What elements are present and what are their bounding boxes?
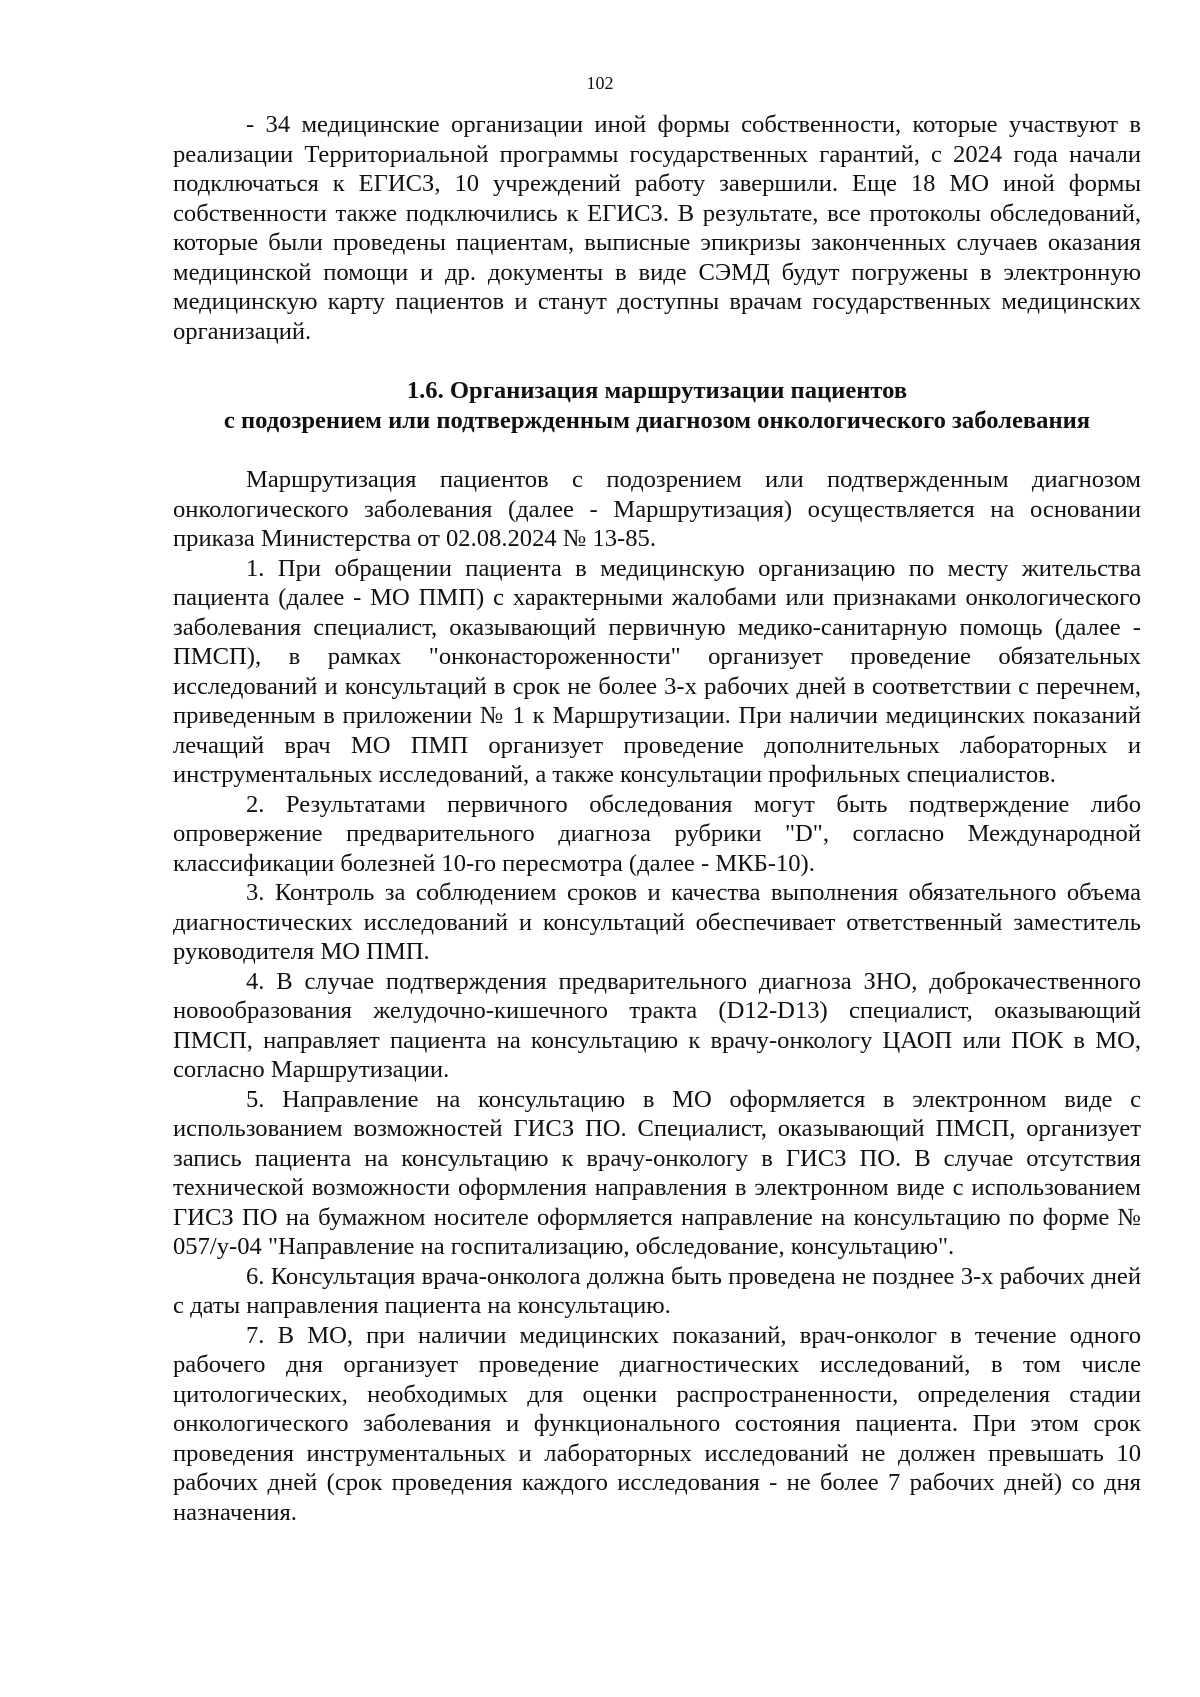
paragraph-item-2: 2. Результатами первичного обследования могут быть подтверждение либо опровержение предварительного диагноза рубрики "D", согласно Международной классификации болезней 10-го пересмотра (далее - МКБ-10). [173,790,1141,877]
paragraph-item-5: 5. Направление на консультацию в МО оформляется в электронном виде с использованием возможностей ГИСЗ ПО. Специалист, оказывающий ПМСП, организует запись пациента на консультацию к врачу-онкологу в ГИСЗ ПО. В случае отсутствия технической возможности оформления направления в электронном виде с использованием ГИСЗ ПО на бумажном носителе оформляется направление на консультацию по форме № 057/у-04 "Направление на госпитализацию, обследование, консультацию". [173,1085,1141,1260]
intro-paragraph: - 34 медицинские организации иной формы собственности, которые участвуют в реализации Территориальной программы государственных гарантий, с 2024 года начали подключаться к ЕГИСЗ, 10 учреждений работу завершили. Еще 18 МО иной формы собственности также подключились к ЕГИСЗ. В результате, все протоколы обследований, которые были проведены пациентам, выписные эпикризы законченных случаев оказания медицинской помощи и др. документы в виде СЭМД будут погружены в электронную медицинскую карту пациентов и станут доступны врачам государственных медицинских организаций. [173,111,1141,345]
page-content [173,110,1141,1527]
section-heading-line-2: с подозрением или подтвержденным диагнозом онкологического заболевания [223,406,1091,434]
section-heading-line-1: 1.6. Организация маршрутизации пациентов [406,377,908,404]
paragraph-item-7: 7. В МО, при наличии медицинских показаний, врач-онколог в течение одного рабочего дня организует проведение диагностических исследований, в том числе цитологических, необходимых для оценки распространенности, определения стадии онкологического заболевания и функционального состояния пациента. При этом срок проведения инструментальных и лабораторных исследований не должен превышать 10 рабочих дней (срок проведения каждого исследования - не более 7 рабочих дней) со дня назначения. [173,1321,1141,1526]
paragraph-item-3: 3. Контроль за соблюдением сроков и качества выполнения обязательного объема диагностических исследований и консультаций обеспечивает ответственный заместитель руководителя МО ПМП. [173,879,1141,965]
paragraph-item-6: 6. Консультация врача-онколога должна быть проведена не позднее 3-х рабочих дней с даты направления пациента на консультацию. [173,1262,1141,1319]
page-number: 102 [586,73,614,93]
paragraph-routing-basis: Маршрутизация пациентов с подозрением или подтвержденным диагнозом онкологического заболевания (далее - Маршрутизация) осуществляется на основании приказа Министерства от 02.08.2024 № 13-85. [173,466,1141,552]
paragraph-item-1: 1. При обращении пациента в медицинскую организацию по месту жительства пациента (далее - МО ПМП) с характерными жалобами или признаками онкологического заболевания специалист, оказывающий первичную медико-санитарную помощь (далее - ПМСП), в рамках "онконастороженности" организует проведение обязательных исследований и консультаций в срок не более 3-х рабочих дней в соответствии с перечнем, приведенным в приложении № 1 к Маршрутизации. При наличии медицинских показаний лечащий врач МО ПМП организует проведение дополнительных лабораторных и инструментальных исследований, а также консультации профильных специалистов. [173,554,1141,788]
paragraph-item-4: 4. В случае подтверждения предварительного диагноза ЗНО, доброкачественного новообразования желудочно-кишечного тракта (D12-D13) специалист, оказывающий ПМСП, направляет пациента на консультацию к врачу-онкологу ЦАОП или ПОК в МО, согласно Маршрутизации. [173,967,1141,1083]
section-heading [173,376,1141,435]
